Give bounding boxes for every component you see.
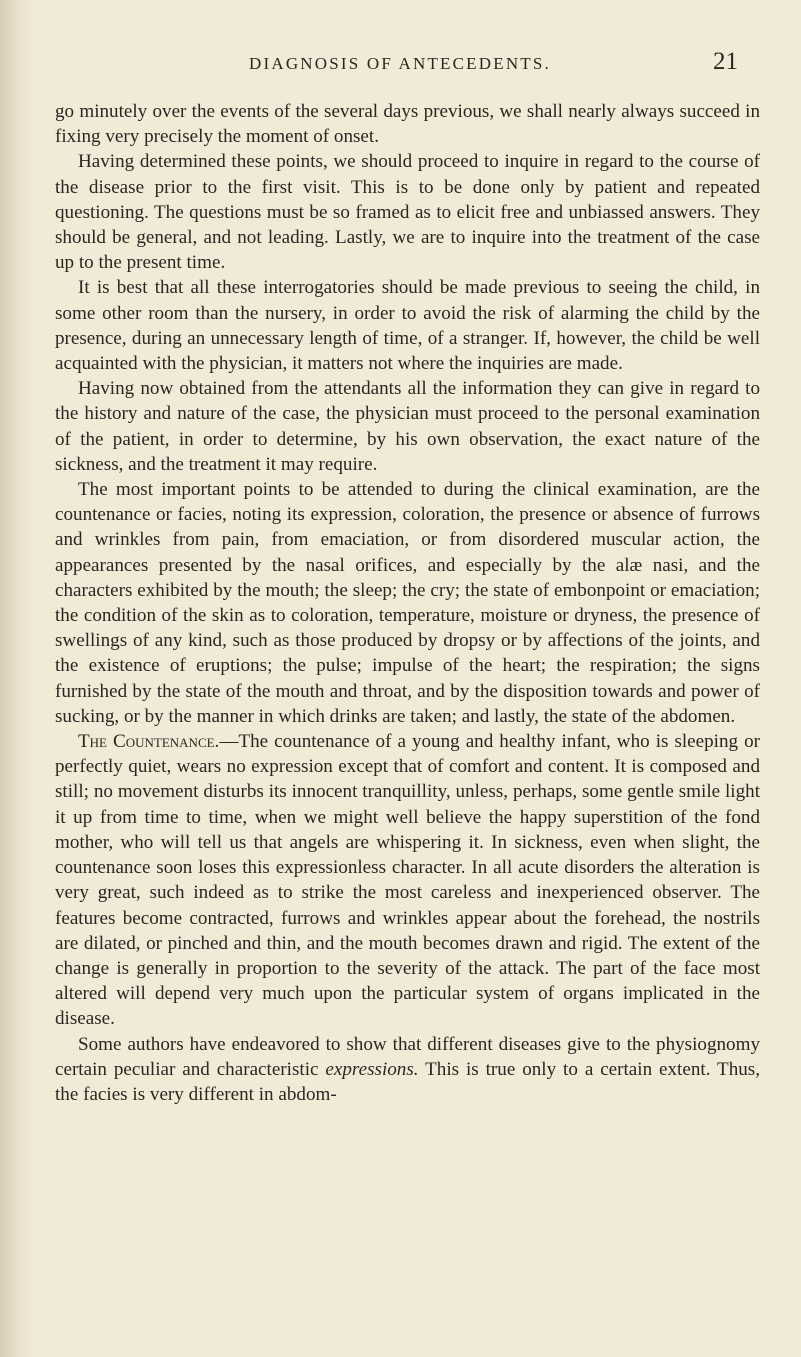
paragraph-personal-examination: Having now obtained from the attendants all the information they can give in regard to the history and nature of the case, the physician must proceed to the personal examination of the patient, in order to determine, by his own observation, the exact nature of the sickness, and the treatment it may require. <box>55 378 760 475</box>
paragraph-text-start: Some authors have endeavored to show that different diseases give to the physiognomy certain peculiar and characteristic <box>55 1033 760 1080</box>
running-title: DIAGNOSIS OF ANTECEDENTS. <box>249 54 551 73</box>
paragraph-continuation: go minutely over the events of the several days previous, we shall nearly always succeed in fixing very precisely the moment of onset. <box>55 101 760 148</box>
section-heading: The Countenance. <box>78 731 220 753</box>
body-text <box>55 99 760 1107</box>
paragraph-clinical-points: The most important points to be attended to during the clinical examination, are the countenance or facies, noting its expression, coloration, the presence or absence of furrows and wrinkles from pain, from emaciation, or from disordered muscular action, the appearances presented by the nasal orifices, and especially by the alæ nasi, and the characters exhibited by the mouth; the sleep; the cry; the state of embonpoint or emaciation; the condition of the skin as to coloration, temperature, moisture or dryness, the presence of swellings of any kind, such as those produced by dropsy or by affections of the joints, and the existence of eruptions; the pulse; impulse of the heart; the respiration; the signs furnished by the state of the mouth and throat, and by the disposition towards and power of sucking, or by the manner in which drinks are taken; and lastly, the state of the abdomen. <box>55 479 760 727</box>
emphasis-expressions: expressions. <box>325 1058 419 1080</box>
page-header <box>90 48 738 78</box>
page-gutter-shadow <box>0 0 34 1357</box>
section-text: —The countenance of a young and healthy infant, who is sleeping or perfectly quiet, wears no expression except that of comfort and content. It is composed and still; no movement disturbs its innocent tranquillity, unless, perhaps, some gentle smile light it up from time to time, when we might well believe the happy superstition of the fond mother, who will tell us that angels are whispering it. In sickness, even when slight, the countenance soon loses this expressionless character. In all acute disorders the alteration is very great, such indeed as to strike the most careless and inexperienced observer. The features become contracted, furrows and wrinkles appear about the forehead, the nostrils are dilated, or pinched and thin, and the mouth becomes drawn and rigid. The extent of the change is generally in proportion to the severity of the attack. The part of the face most altered will depend very much upon the particular system of organs implicated in the disease. <box>55 731 760 1030</box>
paragraph-physiognomy <box>55 1032 760 1108</box>
page-number: 21 <box>713 48 738 75</box>
paragraph-course-of-disease: Having determined these points, we should proceed to inquire in regard to the course of the disease prior to the first visit. This is to be done only by patient and repeated questioning. The questions must be so framed as to elicit free and unbiassed answers. They should be general, and not leading. Lastly, we are to inquire into the treatment of the case up to the present time. <box>55 151 760 274</box>
paragraph-interrogatories: It is best that all these interrogatories should be made previous to seeing the child, in some other room than the nursery, in order to avoid the risk of alarming the child by the presence, during an unnecessary length of time, of a stranger. If, however, the child be well acquainted with the physician, it matters not where the inquiries are made. <box>55 277 760 375</box>
paragraph-text-end: This is true only to a certain extent. Thus, the facies is very different in abdom- <box>55 1058 760 1105</box>
paragraph-countenance <box>55 729 760 1031</box>
